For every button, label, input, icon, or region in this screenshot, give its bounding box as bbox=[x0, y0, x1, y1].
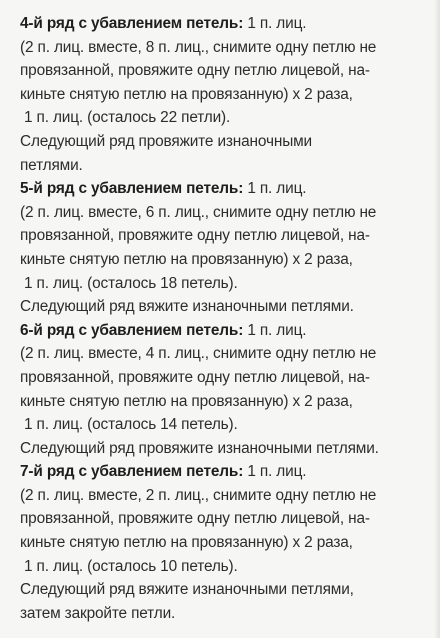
row-5-after-1: Следующий ряд вяжите изнаночными петлями. bbox=[20, 298, 354, 316]
row-6-line-1: (2 п. лиц. вместе, 4 п. лиц., снимите одну петлю не bbox=[20, 345, 377, 363]
row-6-line-4: 1 п. лиц. (осталось 14 петель). bbox=[24, 416, 238, 434]
row-4-heading: 4-й ряд с убавлением петель: bbox=[20, 15, 244, 32]
row-5-lead: 1 п. лиц. bbox=[243, 180, 307, 198]
row-7-after-1: Следующий ряд вяжите изнаночными петлями, bbox=[20, 581, 354, 599]
row-7-line-3: киньте снятую петлю на провязанную) х 2 раза, bbox=[20, 534, 353, 552]
row-7-line-1: (2 п. лиц. вместе, 2 п. лиц., снимите одну петлю не bbox=[20, 486, 377, 504]
row-7-heading: 7-й ряд с убавлением петель: bbox=[20, 463, 244, 481]
row-7-lead: 1 п. лиц. bbox=[243, 463, 307, 481]
row-4-line-2: провязанной, провяжите одну петлю лицевой, на- bbox=[20, 62, 370, 80]
row-7-line-2: провязанной, провяжите одну петлю лицевой, на- bbox=[20, 510, 370, 528]
row-4-lead: 1 п. лиц. bbox=[243, 15, 307, 32]
row-6-heading: 6-й ряд с убавлением петель: bbox=[20, 321, 244, 339]
row-4-after-2: петлями. bbox=[20, 156, 83, 174]
row-7-heading-line bbox=[20, 460, 432, 484]
row-6-line-2: провязанной, провяжите одну петлю лицевой, на- bbox=[20, 368, 370, 386]
row-4-heading-line bbox=[20, 12, 432, 36]
row-4-line-4: 1 п. лиц. (осталось 22 петли). bbox=[24, 109, 231, 127]
row-4-after-1: Следующий ряд провяжите изнаночными bbox=[20, 132, 312, 150]
page-edge-shadow bbox=[434, 0, 440, 638]
row-5-heading: 5-й ряд с убавлением петель: bbox=[20, 180, 244, 198]
row-7-after-2: затем закройте петли. bbox=[20, 604, 176, 622]
row-6-after-1: Следующий ряд провяжите изнаночными петлями. bbox=[20, 439, 379, 457]
row-5-heading-line bbox=[20, 177, 432, 201]
row-6-lead: 1 п. лиц. bbox=[243, 321, 307, 339]
row-4-line-1: (2 п. лиц. вместе, 8 п. лиц., снимите одну петлю не bbox=[20, 38, 377, 56]
row-6-line-3: киньте снятую петлю на провязанную) х 2 раза, bbox=[20, 392, 353, 410]
row-5-line-4: 1 п. лиц. (осталось 18 петель). bbox=[24, 274, 238, 292]
row-4-line-3: киньте снятую петлю на провязанную) х 2 раза, bbox=[20, 85, 353, 103]
knitting-instructions bbox=[20, 12, 432, 625]
row-7-line-4: 1 п. лиц. (осталось 10 петель). bbox=[24, 557, 238, 575]
row-5-line-2: провязанной, провяжите одну петлю лицевой, на- bbox=[20, 227, 370, 245]
row-6-heading-line bbox=[20, 319, 432, 343]
row-5-line-1: (2 п. лиц. вместе, 6 п. лиц., снимите одну петлю не bbox=[20, 203, 377, 221]
row-5-line-3: киньте снятую петлю на провязанную) х 2 раза, bbox=[20, 250, 353, 268]
